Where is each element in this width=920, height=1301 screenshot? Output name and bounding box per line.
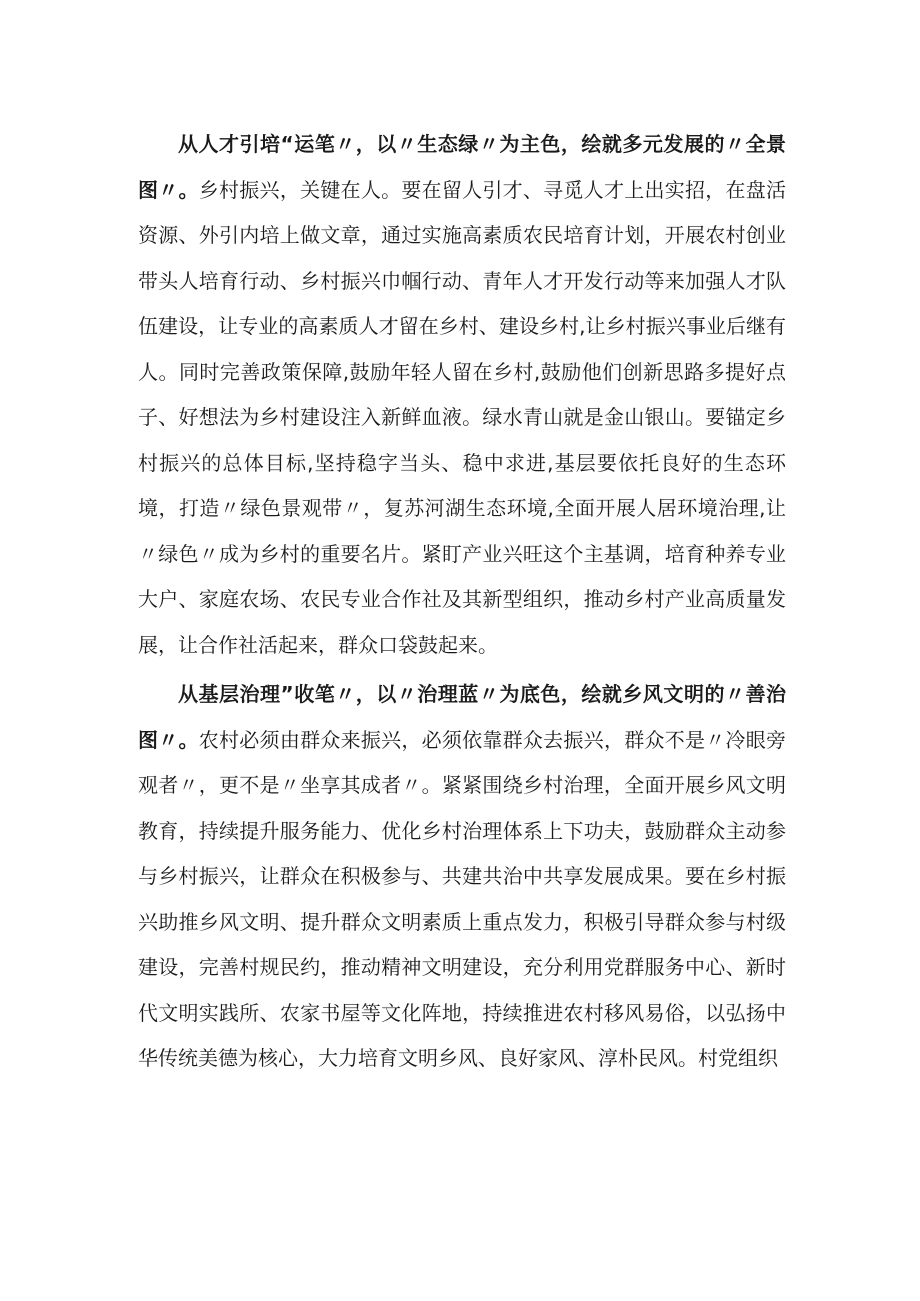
paragraph-governance — [138, 672, 786, 1082]
paragraph-talent — [138, 122, 786, 668]
paragraph-body: 农村必须由群众来振兴，必须依靠群众去振兴，群众不是〃冷眼旁观者〃，更不是〃坐享其成者〃。紧紧围绕乡村治理，全面开展乡风文明教育，持续提升服务能力、优化乡村治理体系上下功夫，鼓励群众主动参与乡村振兴，让群众在积极参与、共建共治中共享发展成果。要在乡村振兴助推乡风文明、提升群众文明素质上重点发力，积极引导群众参与村级建设，完善村规民约，推动精神文明建设，充分利用党群服务中心、新时代文明实践所、农家书屋等文化阵地，持续推进农村移风易俗，以弘扬中华传统美德为核心，大力培育文明乡风、良好家风、淳朴民风。村党组织 — [138, 727, 787, 1070]
paragraph-lead: 从基层治理”收笔〃，以〃治理蓝〃为底色，绘就乡风文明的〃善治图〃。 — [138, 682, 786, 752]
paragraph-body: 乡村振兴，关键在人。要在留人引才、寻觅人才上出实招，在盘活资源、外引内培上做文章，通过实施高素质农民培育计划，开展农村创业带头人培育行动、乡村振兴巾帼行动、青年人才开发行动等来加强人才队伍建设，让专业的高素质人才留在乡村、建设乡村,让乡村振兴事业后继有人。同时完善政策保障,鼓励年轻人留在乡村,鼓励他们创新思路多提好点子、好想法为乡村建设注入新鲜血液。绿水青山就是金山银山。要锚定乡村振兴的总体目标,坚持稳字当头、稳中求进,基层要依托良好的生态环境，打造〃绿色景观带〃，复苏河湖生态环境,全面开展人居环境治理,让〃绿色〃成为乡村的重要名片。紧盯产业兴旺这个主基调，培育种养专业大户、家庭农场、农民专业合作社及其新型组织，推动乡村产业高质量发展，让合作社活起来，群众口袋鼓起来。 — [138, 177, 787, 657]
paragraph-lead: 从人才引培“运笔〃，以〃生态绿〃为主色，绘就多元发展的〃全景图〃。 — [138, 132, 786, 202]
document-page — [138, 122, 786, 1086]
